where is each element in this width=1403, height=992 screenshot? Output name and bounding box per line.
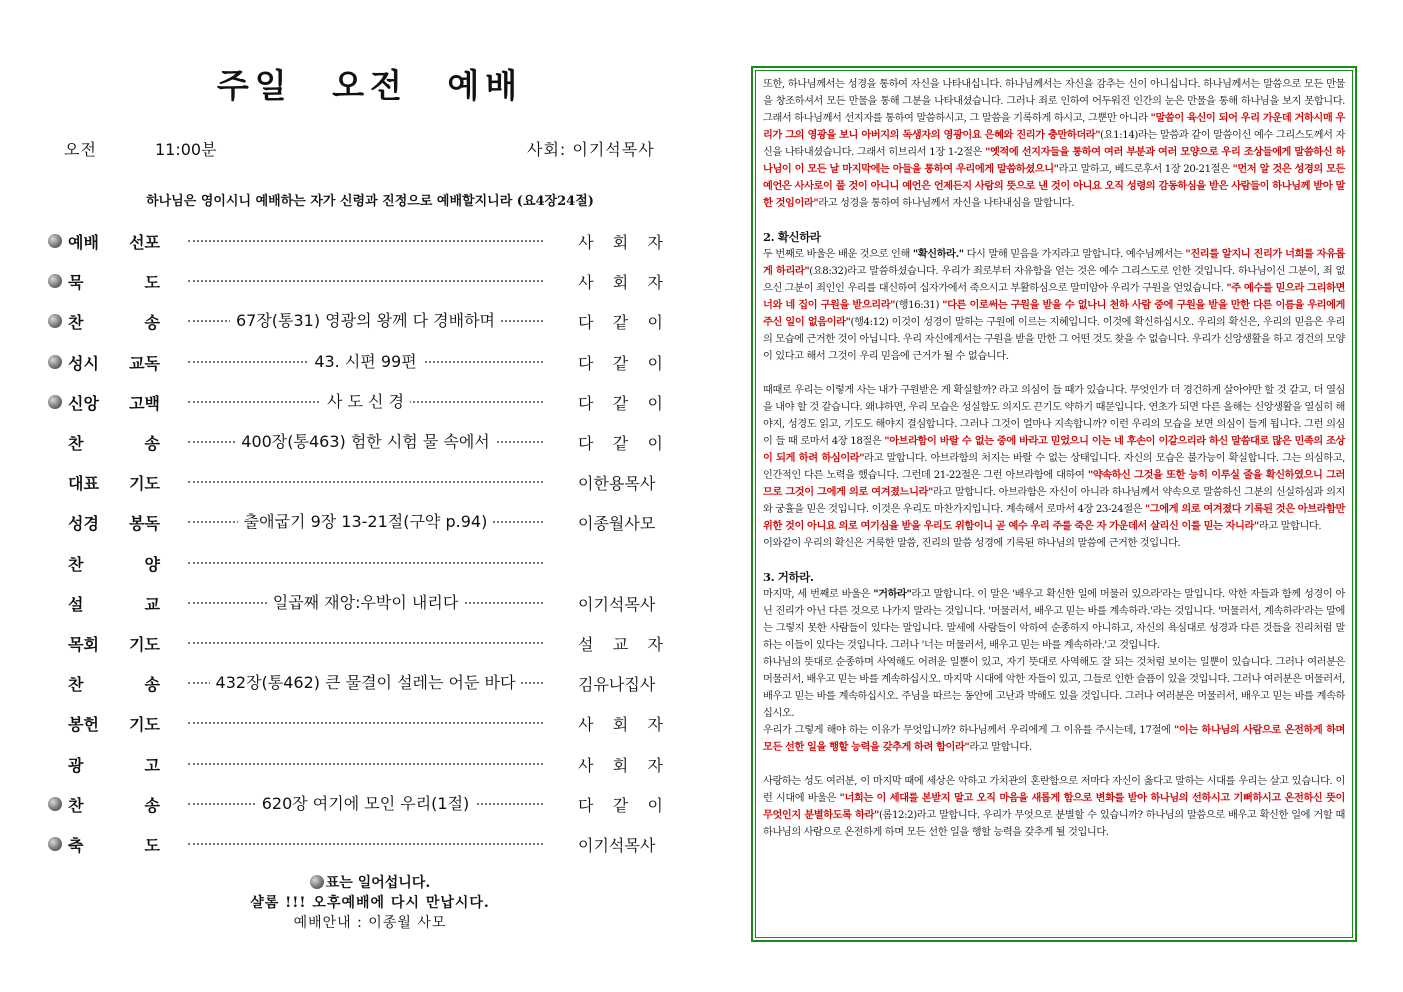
order-item-content: 사 도 신 경 [188, 389, 543, 412]
order-item-name: 묵 도 [68, 273, 160, 293]
order-item-name: 찬 송 [68, 675, 160, 695]
sermon-text-run: (행4:12) 이것이 성경이 말하는 구원에 이르는 지혜입니다. 이것에 확신하십시오. 우리의 확신은, 우리의 믿음은 우리의 모습에 근거한 것이 아닙니다. 우리 자신에게서는 구원을 받을 만한 그 어떤 것도 찾을 수 없습니다. 우리가 신앙생활을 하고 경건의 모양이 있다고 해서 그것이 우리 믿음에 근거가 될 수 없습니다. [763, 317, 1346, 362]
bullet-icon [48, 314, 62, 328]
order-item-leader: 사 회 자 [578, 715, 663, 735]
order-item-name: 예배 선포 [68, 233, 160, 252]
order-item-content: 620장 여기에 모인 우리(1절) [188, 791, 543, 814]
stand-note-text: 표는 일어섭니다. [325, 875, 431, 891]
order-item [48, 467, 668, 497]
scripture-quote: "아브라함이 바랄 수 없는 중에 바라고 믿었으니 이는 네 후손이 이같으리라 하신 말씀대로 많은 민족의 조상이 되게 하려 하심이라" [763, 435, 1345, 464]
scripture-quote: "약속하신 그것을 또한 능히 이루실 줄을 확신하였으니 그러므로 그것이 그에게 의로 여겨졌느니라" [763, 469, 1345, 498]
dot-leader [188, 481, 543, 483]
order-item [48, 226, 668, 256]
order-item [48, 548, 668, 578]
order-item-name: 성시 교독 [68, 353, 160, 373]
page-title: 주일 오전 예배 [216, 66, 524, 105]
bullet-icon [48, 234, 62, 248]
sermon-text-run: 다시 말해 믿음을 가지라고 말합니다. 예수님께서는 [963, 249, 1186, 260]
time-label: 오전 [64, 140, 97, 159]
order-item-name: 대표 기도 [68, 474, 160, 494]
order-item-content: 400장(통463) 험한 시험 물 속에서 [188, 429, 543, 452]
sermon-text-run: "확신하라." [912, 248, 964, 260]
dot-leader [188, 722, 543, 724]
order-item-name: 찬 송 [68, 795, 160, 815]
order-item-name: 찬 양 [68, 554, 160, 574]
order-item-name: 찬 송 [68, 434, 160, 453]
order-item-leader: 사 회 자 [578, 273, 663, 293]
scripture-quote: "주 예수를 믿으라 그리하면 너와 네 집이 구원을 받으리라" [763, 282, 1345, 311]
order-item [48, 749, 668, 779]
order-item [48, 266, 668, 296]
order-item [48, 588, 668, 618]
order-item [48, 306, 668, 336]
sermon-text-run: 라고 성경을 통하여 하나님께서 자신을 나타내심을 말합니다. [818, 198, 1075, 209]
sermon-page [751, 66, 1357, 942]
dot-leader [188, 763, 543, 765]
theme-verse: 하나님은 영이시니 예배하는 자가 신령과 진정으로 예배할지니라 (요4장24절) [146, 194, 594, 209]
sermon-text-run: 라고 말합니다. [969, 742, 1032, 753]
dot-leader [188, 280, 543, 282]
sermon-text-run: 마지막, 세 번째로 바울은 [763, 589, 874, 600]
sermon-paragraph [763, 382, 1345, 535]
greeting: 샬롬 !!! 오후예배에 다시 만납시다. [250, 895, 490, 911]
sermon-text-run: 라고 말합니다. [1258, 521, 1322, 532]
order-item-leader: 설 교 자 [578, 635, 663, 654]
order-item [48, 628, 668, 658]
sermon-paragraph: 하나님의 뜻대로 순종하며 사역해도 어려운 일뿐이 있고, 자기 뜻대로 사역해도 잘 되는 것처럼 보이는 일뿐이 있습니다. 그러나 여러분은 머물러서, 배우고 믿는 바를 계속하십시오. 마지막 시대에 악한 자들이 있고, 그들로 인한 슬픔이 있을 것입니다. 그러나 여러분은 머물러서, 배우고 믿는 바를 계속하십시오. 주님을 따르는 동안에 고난과 박해도 있을 것입니다. 그러나 여러분은 머물러서, 배우고 믿는 바를 계속하십시오. [763, 657, 1345, 719]
sermon-paragraph [763, 773, 1345, 841]
stand-note [0, 872, 740, 892]
order-item-name: 봉헌 기도 [68, 715, 160, 735]
bullet-icon [48, 797, 62, 811]
sermon-heading: 2. 확신하라 [763, 230, 821, 244]
order-item-content: 43. 시편 99편 [188, 349, 543, 372]
order-item [48, 789, 668, 819]
time-value: 11:00분 [155, 140, 217, 159]
scripture-quote: "이는 하나님의 사람으로 온전하게 하며 모든 선한 일을 행할 능력을 갖추게 하려 함이라" [763, 724, 1345, 753]
dot-leader [188, 843, 543, 845]
sermon-paragraph: 이와같이 우리의 확신은 거룩한 말씀, 진리의 말씀 성경에 기록된 하나님의 말씀에 근거한 것입니다. [763, 538, 1181, 549]
order-item-leader: 다 같 이 [578, 313, 663, 333]
bullet-icon [48, 355, 62, 369]
sermon-text-run: (요8:32)라고 말씀하셨습니다. 우리가 죄로부터 자유함을 얻는 것은 예수 그리스도로 인한 것입니다. 하나님이신 그분이, 죄 없으신 그분이 죄인인 우리를 대신하여 십자가에서 죽으시고 부활하심으로 말미암아 우리가 구원을 얻었습니다. [763, 266, 1345, 294]
presider: 사회: 이기석목사 [527, 140, 655, 159]
sermon-text-run: (요1:14)라는 말씀과 같이 말씀이신 예수 그리스도께서 자신을 나타내셨습니다. 그래서 히브리서 1장 1-2절은 [763, 130, 1346, 158]
order-item [48, 507, 668, 537]
order-item-leader: 사 회 자 [578, 755, 663, 775]
scripture-quote: "너희는 이 세대를 본받지 말고 오직 마음을 새롭게 함으로 변화를 받아 하나님의 선하시고 기뻐하시고 온전하신 뜻이 무엇인지 분별하도록 하라" [763, 792, 1345, 821]
order-item-name: 광 고 [68, 755, 160, 775]
bullet-icon [48, 274, 62, 288]
order-item [48, 427, 668, 457]
sermon-text-run: (행16:31) [895, 300, 943, 311]
scripture-quote: "옛적에 선지자들을 통하여 여러 부분과 여러 모양으로 우리 조상들에게 말씀하신 하나님이 이 모든 날 마지막에는 아들을 통하여 우리에게 말씀하셨으니" [763, 146, 1345, 175]
sermon-text-run: 우리가 그렇게 해야 하는 이유가 무엇입니까? 하나님께서 우리에게 그 이유를 주시는데, 17절에 [763, 725, 1174, 736]
order-item-name: 축 도 [68, 836, 160, 855]
sermon-text-run: 두 번째로 바울은 배운 것으로 인해 [763, 249, 913, 260]
order-item-leader: 다 같 이 [578, 353, 663, 373]
order-item [48, 829, 668, 859]
sermon-paragraph [763, 586, 1345, 654]
order-item-leader: 다 같 이 [578, 434, 663, 453]
sermon-text-run: 사랑하는 성도 여러분, 이 마지막 때에 세상은 악하고 가치관의 혼란함으로 저마다 자신이 옳다고 말하는 시대를 우리는 살고 있습니다. 이런 시대에 바울은 [763, 776, 1345, 804]
order-item [48, 387, 668, 417]
bullet-icon [310, 875, 324, 889]
sermon-text-run: 라고 말합니다. 이 말은 '배우고 확신한 일에 머물러 있으라'라는 말입니다. 악한 자들과 함께 성경이 아닌 진리가 아닌 다른 것으로 나가지 말라는 것입니다. '머물러서, 배우고 믿는 바를 계속하라.'라는 것입니다. '머물러서, 계속하라'라는 말에는 그렇지 못한 사람들이 있다는 말입니다. 말세에 사람들이 악하여 순종하지 아니하고, 자신의 욕심대로 성경과 다른 것들을 진리처럼 말하는 이들이 있다는 것입니다. 그러나 '너는 머물러서, 배우고 믿는 바를 계속하라.'고 것입니다. [763, 589, 1345, 651]
sermon-paragraph [763, 76, 1345, 212]
sermon-text [755, 70, 1353, 938]
order-item-name: 설 교 [68, 594, 160, 614]
dot-leader [188, 240, 543, 242]
sermon-heading: 3. 거하라. [763, 570, 814, 584]
sermon-paragraph [763, 246, 1345, 365]
sermon-text-run: 또한, 하나님께서는 성경을 통하여 자신을 나타내십니다. 하나님께서는 자신을 감추는 신이 아니십니다. 하나님께서는 말씀으로 모든 만물을 창조하셔서 모든 만물을 통해 그분을 나타내셨습니다. 그러나 죄로 인하여 어두워진 인간의 눈은 만물을 통해 하나님을 보지 못합니다. 그래서 하나님께서 선지자를 통하여 말씀하시고, 그 말씀을 기록하게 하시고, 그뿐만 아니라 [763, 79, 1345, 124]
sermon-text-run: 라고 말합니다. 아브라함의 처지는 바랄 수 없는 상태입니다. 자신의 모습은 불가능이 확실합니다. 그는 의심하고, 인간적인 다른 노력을 했습니다. 그런데 21-22절은 그런 아브라함에 대하여 [763, 453, 1345, 481]
sermon-text-run: "거하라" [873, 588, 912, 600]
order-item-content: 일곱째 재앙:우박이 내리다 [188, 590, 543, 613]
dot-leader [188, 642, 543, 644]
order-item-name: 성경 봉독 [68, 514, 160, 534]
order-item-leader: 김유나집사 [578, 675, 656, 695]
order-item-leader: 이기석목사 [578, 836, 656, 855]
order-item-name: 신앙 고백 [68, 393, 160, 413]
order-item [48, 668, 668, 698]
dot-leader [188, 562, 543, 564]
sermon-text-run: (롬12:2)라고 말합니다. 우리가 무엇으로 분별할 수 있습니까? 하나님의 말씀으로 배우고 확신한 일에 거할 때 하나님의 사람으로 온전하게 하며 모든 선한 일을 행할 능력을 갖추게 될 것입니다. [763, 810, 1345, 838]
order-item-leader: 이종월사모 [578, 514, 656, 534]
order-item-name: 목회 기도 [68, 635, 160, 654]
bullet-icon [48, 837, 62, 851]
scripture-quote: "먼저 알 것은 성경의 모든 예언은 사사로이 풀 것이 아니니 예언은 언제든지 사람의 뜻으로 낸 것이 아니요 오직 성령의 감동하심을 받은 사람들이 하나님께 받아 말한 것임이라" [763, 163, 1345, 209]
worship-guide: 예배안내 : 이종월 사모 [293, 915, 447, 931]
scripture-quote: "그에게 의로 여겨졌다 기록된 것은 아브라함만 위한 것이 아니요 의로 여기심을 받을 우리도 위함이니 곧 예수 우리 주를 죽은 자 가운데서 살리신 이를 믿는 자니라" [763, 503, 1345, 532]
order-item-content: 432장(통462) 큰 물결이 설레는 어둔 바다 [188, 670, 543, 693]
scripture-quote: "진리를 알지니 진리가 너희를 자유롭게 하리라" [763, 248, 1345, 277]
order-item-leader: 사 회 자 [578, 233, 663, 252]
order-item-leader: 다 같 이 [578, 393, 663, 413]
order-item-content: 67장(통31) 영광의 왕께 다 경배하며 [188, 308, 543, 331]
order-item [48, 347, 668, 377]
scripture-quote: "다른 이로써는 구원을 받을 수 없나니 천하 사람 중에 구원을 받을 만한 다른 이름을 우리에게 주신 일이 없음이라" [763, 299, 1345, 328]
sermon-text-run: 때때로 우리는 이렇게 사는 내가 구원받은 게 확실할까? 라고 의심이 들 때가 있습니다. 무엇인가 더 경건하게 살아야만 할 것 같고, 더 열심을 내야 할 것 같습니다. 왜냐하면, 우리 모습은 성실함도 의지도 끈기도 약하기 때문입니다. 연초가 되면 다른 올해는 신앙생활을 열심히 해야지, 성경도 읽고, 기도도 해야지 결심합니다. 그러나 그것이 얼마나 지속합니까? 이런 우리의 모습을 보면 의심이 들게 됩니다. 그런 의심이 들 때 로마서 4장 18절은 [763, 385, 1345, 447]
order-item-leader: 이한용목사 [578, 474, 656, 494]
order-item-name: 찬 송 [68, 313, 160, 333]
sermon-text-run: 라고 말하고, 베드로후서 1장 20-21절은 [1058, 164, 1233, 175]
order-item-leader: 다 같 이 [578, 795, 663, 815]
scripture-quote: "말씀이 육신이 되어 우리 가운데 거하시매 우리가 그의 영광을 보니 아버지의 독생자의 영광이요 은혜와 진리가 충만하더라" [763, 112, 1345, 141]
sermon-paragraph [763, 722, 1345, 756]
sermon-text-run: 라고 말합니다. 아브라함은 자신이 아니라 하나님께서 약속으로 말씀하신 그분의 신실하심과 의지와 궁휼을 믿은 것입니다. 이것은 우리도 마찬가지입니다. 계속해서 로마서 4장 23-24절은 [763, 487, 1345, 515]
order-of-worship-page [40, 0, 680, 992]
bullet-icon [48, 395, 62, 409]
order-item-leader: 이기석목사 [578, 594, 656, 614]
order-item [48, 708, 668, 738]
order-item-content: 출애굽기 9장 13-21절(구약 p.94) [188, 509, 543, 532]
